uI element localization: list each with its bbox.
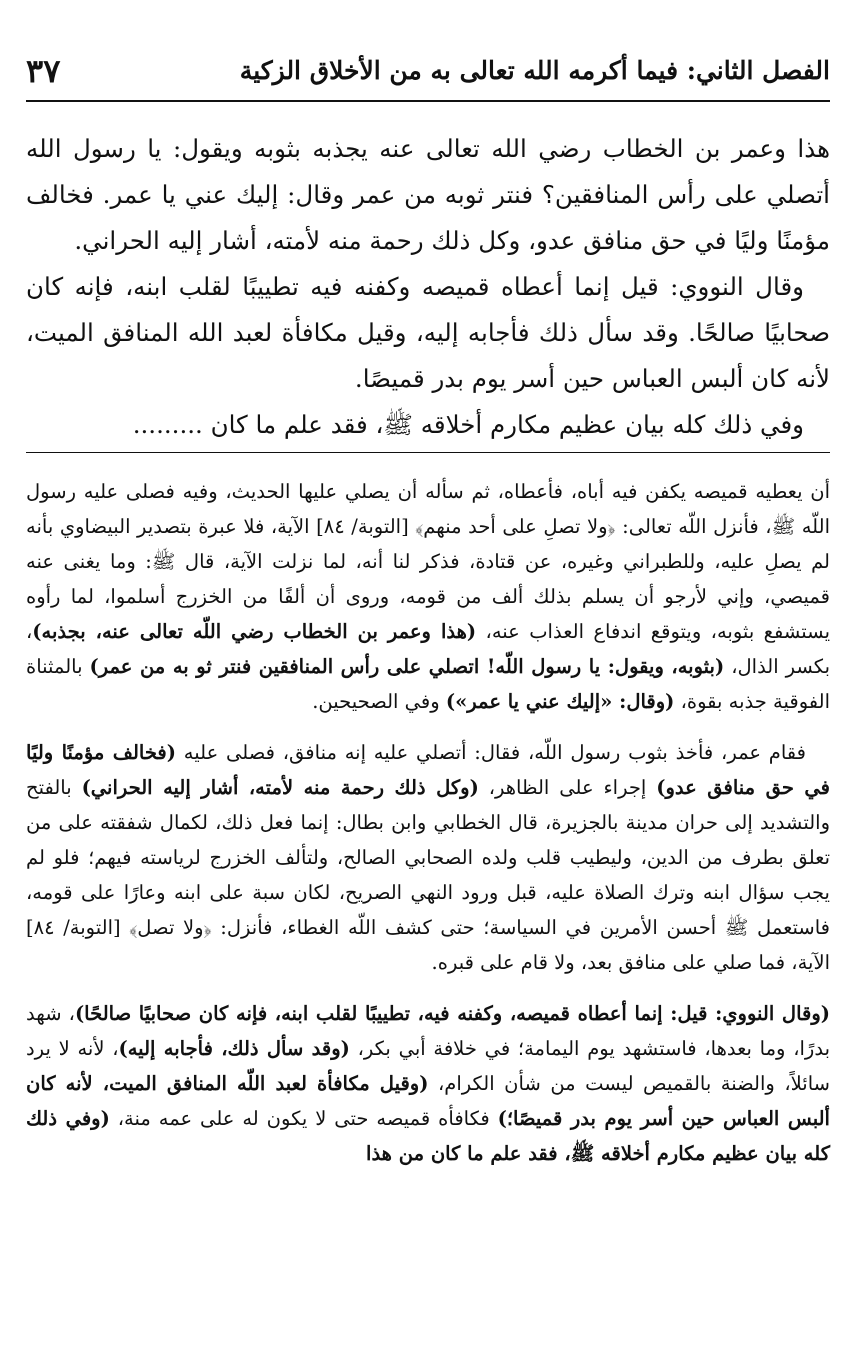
page-header	[26, 50, 830, 102]
quoted-matn: (وقال: «إليك عني يا عمر»)	[445, 690, 675, 713]
commentary-text: أن يعطيه قميصه يكفن فيه أباه، فأعطاه، ثم سأله أن يصلي عليها الحديث، وفيه فصلى عليه رسول اللّه ﷺ، فأنزل اللّه تعالى: ﴿ولا تصلِ على أحد منهم﴾ [التوبة/ ٨٤] الآية، فلا عبرة بتصدير البيضاوي بأنه لم يصلِ عليه، وللطبراني وغيره، عن قتادة، فذكر لنا أنه، لما نزلت الآية، قال ﷺ: وما يغنى عنه قميصي، وإني لأرجو أن يسلم بذلك ألف من قومه، وروى أن ألفًا من الخزرج أسلموا، لما رأوه يستشفع بثوبه، ويتوقع اندفاع العذاب عنه،	[26, 480, 830, 643]
main-paragraph: وفي ذلك كله بيان عظيم مكارم أخلاقه ﷺ، فقد علم ما كان .........	[132, 410, 804, 439]
quoted-matn: (بثوبه، ويقول: يا رسول اللّه! اتصلي على رأس المنافقين فنتر ثو به من عمر)	[89, 655, 725, 678]
commentary-text: ، بكسر الذال،	[26, 620, 830, 678]
commentary-text: ، لأنه لا يرد سائلاً، والضنة بالقميص ليست من شأن الكرام،	[26, 1037, 831, 1095]
commentary-paragraph	[26, 735, 830, 980]
commentary-text: وفي الصحيحين.	[312, 690, 446, 713]
quoted-matn: (هذا وعمر بن الخطاب رضي اللّه تعالى عنه، بجذبه)	[32, 620, 477, 643]
quoted-matn: (وقيل مكافأة لعبد اللّه المنافق الميت، لأنه كان ألبس العباس حين أسر يوم بدر قميصًا؛)	[26, 1072, 830, 1130]
quoted-matn: (فخالف مؤمنًا وليًا في حق منافق عدو)	[26, 741, 830, 799]
main-text	[26, 126, 830, 448]
quoted-matn: (وقد سأل ذلك، فأجابه إليه)	[118, 1037, 350, 1060]
commentary-text: فقام عمر، فأخذ بثوب رسول اللّه، فقال: أتصلي عليه إنه منافق، فصلى عليه	[175, 741, 806, 764]
commentary	[26, 474, 830, 1171]
commentary-text: بالمثناة الفوقية جذبه بقوة،	[26, 655, 830, 713]
quoted-matn: (وفي ذلك كله بيان عظيم مكارم أخلاقه ﷺ، فقد علم ما كان من هذا	[26, 1107, 830, 1165]
main-paragraph: وقال النووي: قيل إنما أعطاه قميصه وكفنه فيه تطييبًا لقلب ابنه، فإنه كان صحابيًا صالحًا. وقد سأل ذلك فأجابه إليه، وقيل مكافأة لعبد الله المنافق الميت، لأنه كان ألبس العباس حين أسر يوم بدر قميصًا.	[26, 272, 830, 393]
quoted-matn: (وكل ذلك رحمة منه لأمته، أشار إليه الحراني)	[81, 776, 479, 799]
commentary-text: إجراء على الظاهر،	[478, 776, 657, 799]
running-title: الفصل الثاني: فيما أكرمه الله تعالى به من الأخلاق الزكية	[239, 56, 830, 85]
commentary-text: ، شهد بدرًا، وما بعدها، فاستشهد يوم اليمامة؛ في خلافة أبي بكر،	[26, 1002, 830, 1060]
commentary-paragraph	[26, 474, 830, 719]
commentary-paragraph	[26, 996, 830, 1171]
commentary-text: بالفتح والتشديد إلى حران مدينة بالجزيرة، قال الخطابي وابن بطال: إنما فعل ذلك، لكمال شفقته على من تعلق بطرف من الدين، وليطيب قلب ولده الصحابي الصالح، ولتألف الخزرج لرياسته فيهم؛ فلو لم يجب سؤال ابنه وترك الصلاة عليه، قبل ورود النهي الصريح، لكان سبة على ابنه وعارًا على قومه، فاستعمل ﷺ أحسن الأمرين في السياسة؛ حتى كشف اللّه الغطاء، فأنزل: ﴿ولا تصل﴾ [التوبة/ ٨٤] الآية، فما صلي على منافق بعد، ولا قام على قبره.	[26, 776, 830, 974]
commentary-text: فكافأه قميصه حتى لا يكون له على عمه منة،	[109, 1107, 498, 1130]
header-rule	[26, 100, 830, 102]
quoted-matn: (وقال النووي: قيل: إنما أعطاه قميصه، وكفنه فيه، تطييبًا لقلب ابنه، فإنه كان صحابيًا صالحًا)	[74, 1002, 830, 1025]
page-number: ٣٧	[26, 52, 61, 90]
footnote-separator	[26, 452, 830, 453]
main-paragraph: هذا وعمر بن الخطاب رضي الله تعالى عنه يجذبه بثوبه ويقول: يا رسول الله أتصلي على رأس المنافقين؟ فنتر ثوبه من عمر وقال: إليك عني يا عمر. فخالف مؤمنًا وليًا في حق منافق عدو، وكل ذلك رحمة منه لأمته، أشار إليه الحراني.	[26, 134, 830, 255]
